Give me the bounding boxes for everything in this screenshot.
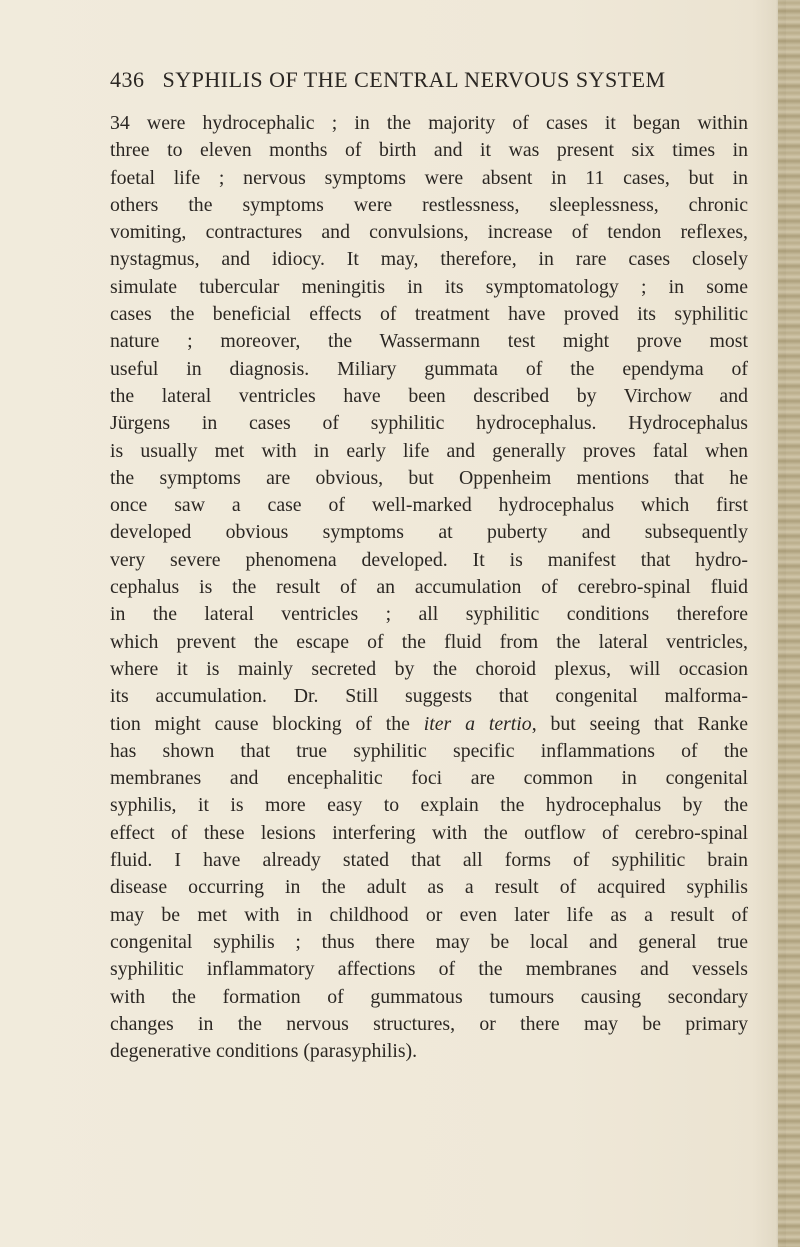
running-head — [110, 67, 750, 97]
text-line: syphilis, it is more easy to explain the hydrocephalus by the — [110, 794, 748, 817]
running-title: SYPHILIS OF THE CENTRAL NERVOUS SYSTEM — [162, 67, 666, 92]
text-line: foetal life ; nervous symptoms were absent in 11 cases, but in — [110, 166, 748, 189]
text-line: syphilitic inflammatory affections of the membranes and vessels — [110, 958, 748, 981]
text-line: membranes and encephalitic foci are common in congenital — [110, 767, 748, 790]
text-line: congenital syphilis ; thus there may be local and general true — [110, 930, 748, 953]
text-line: once saw a case of well-marked hydrocephalus which first — [110, 494, 748, 517]
text-line: changes in the nervous structures, or there may be primary — [110, 1012, 748, 1035]
text-line: the lateral ventricles have been described by Virchow and — [110, 384, 748, 407]
body-paragraph — [110, 110, 748, 1065]
text-line: developed obvious symptoms at puberty and subsequently — [110, 521, 748, 544]
text-line: the symptoms are obvious, but Oppenheim mentions that he — [110, 466, 748, 489]
text-line: nystagmus, and idiocy. It may, therefore, in rare cases closely — [110, 248, 748, 271]
text-line: its accumulation. Dr. Still suggests that congenital malforma- — [110, 685, 748, 708]
text-line: effect of these lesions interfering with the outflow of cerebro-spinal — [110, 821, 748, 844]
text-line: Jürgens in cases of syphilitic hydrocephalus. Hydrocephalus — [110, 412, 748, 435]
text-line: nature ; moreover, the Wassermann test might prove most — [110, 330, 748, 353]
page-number: 436 — [110, 67, 145, 92]
text-line: 34 were hydrocephalic ; in the majority of cases it began within — [110, 112, 748, 134]
text-line: degenerative conditions (parasyphilis). — [110, 1040, 418, 1063]
text-line: cases the beneficial effects of treatment have proved its syphilitic — [110, 303, 748, 326]
text-line: is usually met with in early life and generally proves fatal when — [110, 439, 748, 462]
text-line: simulate tubercular meningitis in its symptomatology ; in some — [110, 275, 748, 298]
text-line: has shown that true syphilitic specific inflammations of the — [110, 739, 748, 762]
italic-term: iter a tertio — [423, 712, 532, 735]
text-line: tion might cause blocking of the iter a tertio, but seeing that Ranke — [110, 712, 748, 735]
text-line: may be met with in childhood or even later life as a result of — [110, 903, 748, 926]
text-line: fluid. I have already stated that all forms of syphilitic brain — [110, 849, 748, 872]
text-line: cephalus is the result of an accumulation of cerebro-spinal fluid — [110, 576, 748, 599]
text-line: vomiting, contractures and convulsions, increase of tendon reflexes, — [110, 221, 748, 244]
text-line: in the lateral ventricles ; all syphilitic conditions therefore — [110, 603, 748, 626]
text-line: which prevent the escape of the fluid from the lateral ventricles, — [110, 630, 748, 653]
text-line: with the formation of gummatous tumours causing secondary — [110, 985, 748, 1008]
text-line: where it is mainly secreted by the choroid plexus, will occasion — [110, 657, 748, 680]
text-line: disease occurring in the adult as a result of acquired syphilis — [110, 876, 748, 899]
text-line: three to eleven months of birth and it was present six times in — [110, 139, 748, 162]
text-line: very severe phenomena developed. It is manifest that hydro- — [110, 548, 748, 571]
page-edge — [778, 0, 800, 1247]
text-line: useful in diagnosis. Miliary gummata of the ependyma of — [110, 357, 748, 380]
text-line: others the symptoms were restlessness, sleeplessness, chronic — [110, 193, 748, 216]
